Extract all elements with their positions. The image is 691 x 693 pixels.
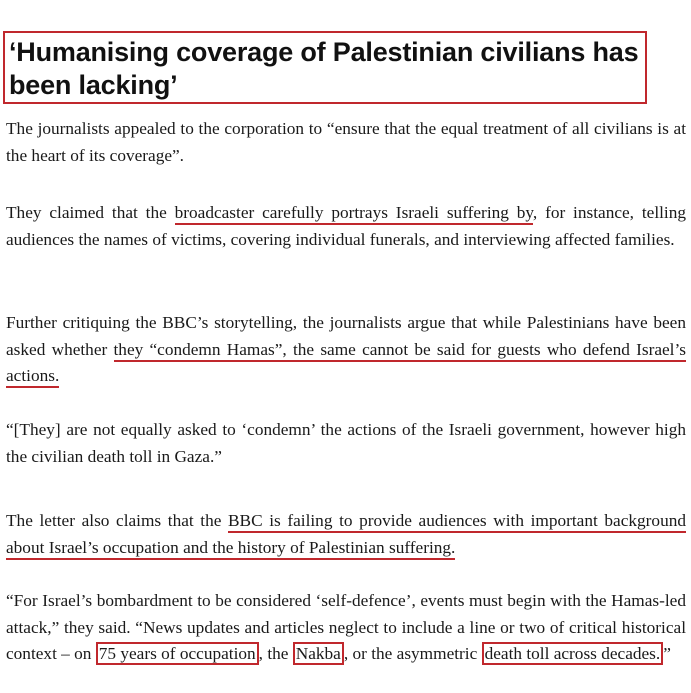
paragraph-3 — [6, 310, 686, 390]
paragraph-6-boxed-nakba: Nakba — [293, 642, 344, 665]
paragraph-6-text-before: “For Israel’s bombardment to be considered ‘self-defence’, events must begin with the Hamas-led attack,” they said. “News updates and articles neglect to include a line or two of critical historical context – on — [6, 591, 686, 663]
paragraph-3-text-before: Further critiquing the BBC’s storytelling, the journalists argue that while Palestinians have been asked whether — [6, 313, 686, 359]
paragraph-2-underlined-phrase: broadcaster carefully portrays Israeli suffering by — [175, 203, 533, 225]
paragraph-1 — [6, 116, 686, 169]
paragraph-5 — [6, 508, 686, 561]
paragraph-1-text: The journalists appealed to the corporation to “ensure that the equal treatment of all civilians is at the heart of its coverage”. — [6, 119, 686, 165]
paragraph-6-text-after: ” — [663, 644, 671, 663]
paragraph-6-text-mid-1: , the — [258, 644, 293, 663]
paragraph-2 — [6, 200, 686, 253]
paragraph-6-boxed-death-toll: death toll across decades. — [482, 642, 664, 665]
paragraph-2-text-before: They claimed that the — [6, 203, 175, 222]
paragraph-3-underlined-phrase: they “condemn Hamas”, the same cannot be said for guests who defend Israel’s actions. — [6, 340, 686, 389]
paragraph-6-boxed-occupation: 75 years of occupation — [96, 642, 259, 665]
paragraph-5-text-before: The letter also claims that the — [6, 511, 229, 530]
paragraph-6-text-mid-2: , or the asymmetric — [343, 644, 482, 663]
paragraph-4-quote — [6, 417, 686, 470]
paragraph-2-text-after: , for instance, telling audiences the names of victims, covering individual funerals, and interviewing affected families. — [6, 203, 687, 249]
paragraph-4-text: “[They] are not equally asked to ‘condemn’ the actions of the Israeli government, however high the civilian death toll in Gaza.” — [6, 420, 686, 466]
article-headline: ‘Humanising coverage of Palestinian civilians has been lacking’ — [9, 37, 639, 100]
paragraph-6 — [6, 588, 686, 668]
paragraph-5-underlined-phrase: BBC is failing to provide audiences with important background about Israel’s occupation and the history of Palestinian suffering. — [6, 511, 686, 560]
